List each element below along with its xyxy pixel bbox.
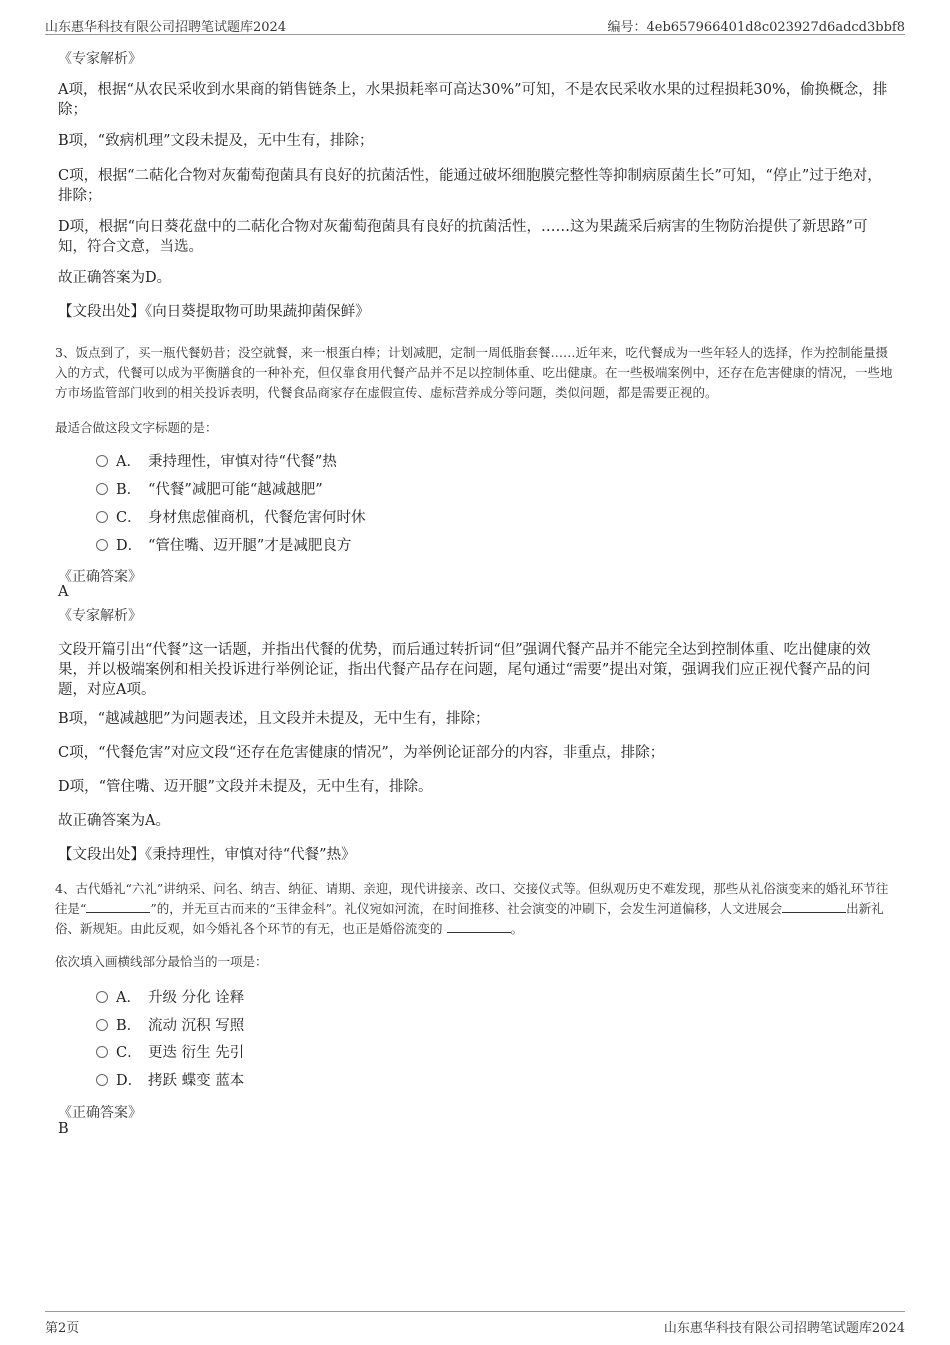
option-text: 身材焦虑催商机，代餐危害何时休 [148,510,366,526]
q4-stem-part-1: 4、古代婚礼“六礼”讲纳采、问名、纳吉、纳征、请期、亲迎，现代讲接亲、改口、交接仪式等。但纵观历史不难发现，那些从礼俗演变来的婚礼环节往往是“ [55,881,889,916]
q3-stem: 3、饭点到了，买一瓶代餐奶昔；没空就餐，来一根蛋白棒；计划减肥，定制一周低脂套餐……近年来，吃代餐成为一些年轻人的选择，作为控制能量摄入的方式，代餐可以成为平衡膳食的一种补充，但仅靠食用代餐产品并不足以控制体重、吃出健康。在一些极端案例中，还存在危害健康的情况，一些地方市场监管部门收到的相关投诉表明，代餐食品商家存在虚假宣传、虚标营养成分等问题，类似问题，都是需要正视的。 [55,345,893,400]
q3-conclusion: 故正确答案为A。 [58,813,170,829]
fill-blank-2 [782,900,846,913]
q4-stem-part-2: ”的，并无亘古而来的“玉律金科”。礼仪宛如河流，在时间推移、社会演变的冲刷下，会发生河道偏移，人文进展会 [150,901,783,916]
page-header [45,12,905,35]
fill-blank-1 [86,900,150,913]
q2-analysis-label: 《专家解析》 [58,51,142,67]
q3-option-b[interactable] [96,480,323,500]
q3-analysis-d: D项，“管住嘴、迈开腿”文段并未提及，无中生有，排除。 [58,779,433,795]
q3-answer: A [58,584,69,600]
q4-stem-part-3: 出新礼俗、新规矩。由此反观，如今婚礼各个环节的有无，也正是婚俗流变的 [55,901,884,936]
q4-option-d[interactable] [96,1071,244,1091]
q3-option-d[interactable] [96,536,351,556]
q3-analysis-label: 《专家解析》 [58,608,142,624]
option-letter: A． [116,454,141,470]
q4-answer-label: 《正确答案》 [58,1105,142,1121]
q2-conclusion: 故正确答案为D。 [58,270,172,286]
q3-answer-label: 《正确答案》 [58,569,142,585]
q3-analysis-c: C项，“代餐危害”对应文段“还存在危害健康的情况”，为举例论证部分的内容，非重点，排除； [58,745,665,761]
option-text: “管住嘴、迈开腿”才是减肥良方 [148,538,352,554]
option-letter: D． [116,538,143,554]
option-text: 升级 分化 诠释 [148,990,245,1006]
radio-icon[interactable] [96,1019,108,1031]
radio-icon[interactable] [96,511,108,523]
radio-icon[interactable] [96,991,108,1003]
option-text: 流动 沉积 写照 [148,1018,245,1034]
q2-source: 【文段出处】《向日葵提取物可助果蔬抑菌保鲜》 [58,304,370,320]
q3-option-a[interactable] [96,452,337,472]
option-letter: B． [116,482,142,498]
option-text: 拷跃 蝶变 蓝本 [148,1073,245,1089]
radio-icon[interactable] [96,1074,108,1086]
option-letter: B． [116,1018,142,1034]
page-footer [45,1311,905,1338]
q4-option-c[interactable] [96,1043,244,1063]
option-letter: D． [116,1073,143,1089]
q3-analysis-b: B项，“越减越肥”为问题表述，且文段并未提及，无中生有，排除； [58,711,490,727]
radio-icon[interactable] [96,483,108,495]
radio-icon[interactable] [96,455,108,467]
fill-blank-3 [447,920,511,933]
q4-option-b[interactable] [96,1016,244,1036]
q4-stem-part-4: 。 [510,921,524,936]
option-letter: C． [116,510,142,526]
q3-option-c[interactable] [96,508,366,528]
q4-stem [55,879,895,939]
q3-prompt: 最适合做这段文字标题的是： [55,420,218,435]
q3-source: 【文段出处】《秉持理性，审慎对待“代餐”热》 [58,847,356,863]
option-letter: A． [116,990,141,1006]
option-text: “代餐”减肥可能“越减越肥” [148,482,323,498]
header-doc-id: 编号：4eb657966401d8c023927d6adcd3bbf8 [607,20,905,35]
footer-title: 山东惠华科技有限公司招聘笔试题库2024 [663,1321,905,1336]
q4-option-a[interactable] [96,988,244,1008]
option-text: 更迭 衍生 先引 [148,1045,245,1061]
q2-analysis-c: C项，根据“二萜化合物对灰葡萄孢菌具有良好的抗菌活性，能通过破坏细胞膜完整性等抑制病原菌生长”可知，“停止”过于绝对，排除； [58,168,882,204]
radio-icon[interactable] [96,539,108,551]
q2-analysis-b: B项，“致病机理”文段未提及，无中生有，排除； [58,133,374,149]
option-letter: C． [116,1045,142,1061]
header-title: 山东惠华科技有限公司招聘笔试题库2024 [45,20,287,35]
q3-analysis-main: 文段开篇引出“代餐”这一话题，并指出代餐的优势，而后通过转折词“但”强调代餐产品并不能完全达到控制体重、吃出健康的效果，并以极端案例和相关投诉进行举例论证，指出代餐产品存在问题，尾句通过“需要”提出对策，强调我们应正视代餐产品的问题，对应A项。 [58,642,871,698]
radio-icon[interactable] [96,1046,108,1058]
q4-prompt: 依次填入画横线部分最恰当的一项是： [55,954,268,969]
option-text: 秉持理性，审慎对待“代餐”热 [148,454,337,470]
q2-analysis-d: D项，根据“向日葵花盘中的二萜化合物对灰葡萄孢菌具有良好的抗菌活性，……这为果蔬采后病害的生物防治提供了新思路”可知，符合文意，当选。 [58,219,868,255]
page-number: 第2页 [45,1321,80,1336]
q4-answer: B [58,1121,69,1137]
q2-analysis-a: A项，根据“从农民采收到水果商的销售链条上，水果损耗率可高达30%”可知，不是农民采收水果的过程损耗30%，偷换概念，排除； [58,82,888,118]
